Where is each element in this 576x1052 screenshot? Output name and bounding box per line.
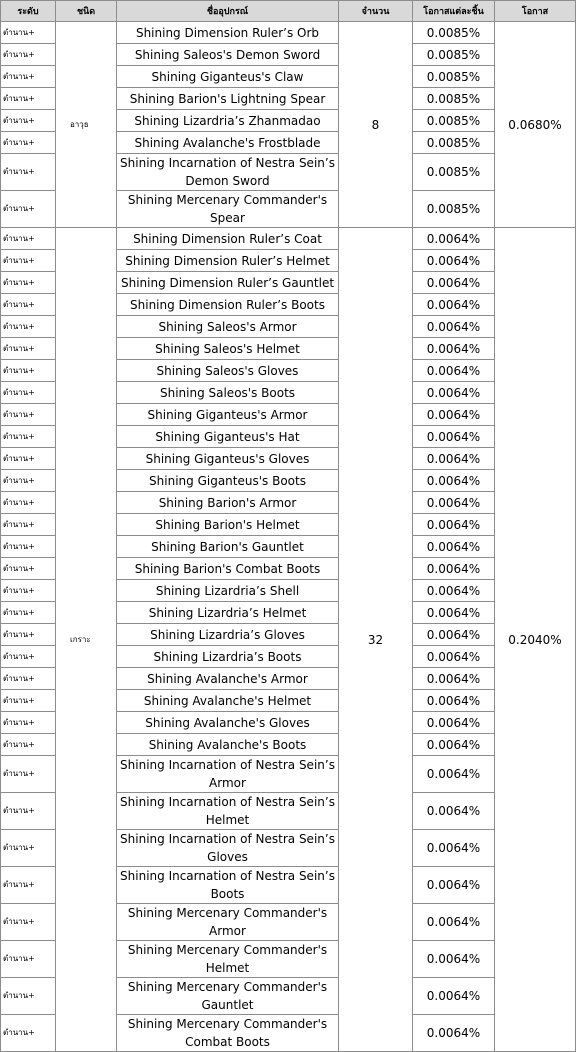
chance-each-cell: 0.0064%	[413, 978, 495, 1015]
chance-each-cell: 0.0064%	[413, 536, 495, 558]
chance-each-cell: 0.0064%	[413, 492, 495, 514]
chance-each-cell: 0.0064%	[413, 941, 495, 978]
tier-cell: ตำนาน+	[1, 382, 56, 404]
item-name-cell: Shining Mercenary Commander's Combat Boots	[117, 1015, 339, 1052]
chance-each-cell: 0.0064%	[413, 712, 495, 734]
item-name-cell: Shining Barion's Helmet	[117, 514, 339, 536]
item-name-cell: Shining Lizardria’s Zhanmadao	[117, 110, 339, 132]
tier-cell: ตำนาน+	[1, 360, 56, 382]
table-row	[1, 228, 576, 250]
item-name-cell: Shining Avalanche's Helmet	[117, 690, 339, 712]
item-name-cell: Shining Incarnation of Nestra Sein’s Boots	[117, 867, 339, 904]
item-name-cell: Shining Lizardria’s Gloves	[117, 624, 339, 646]
header-type: ชนิด	[56, 1, 117, 22]
item-name-cell: Shining Avalanche's Boots	[117, 734, 339, 756]
chance-each-cell: 0.0064%	[413, 558, 495, 580]
item-name-cell: Shining Incarnation of Nestra Sein’s Helmet	[117, 793, 339, 830]
tier-cell: ตำนาน+	[1, 22, 56, 44]
item-name-cell: Shining Dimension Ruler’s Orb	[117, 22, 339, 44]
chance-each-cell: 0.0064%	[413, 624, 495, 646]
item-name-cell: Shining Barion's Combat Boots	[117, 558, 339, 580]
item-name-cell: Shining Saleos's Armor	[117, 316, 339, 338]
header-item-name: ชื่ออุปกรณ์	[117, 1, 339, 22]
tier-cell: ตำนาน+	[1, 734, 56, 756]
header-chance-each: โอกาสแต่ละชิ้น	[413, 1, 495, 22]
table-row	[1, 22, 576, 44]
tier-cell: ตำนาน+	[1, 338, 56, 360]
item-name-cell: Shining Dimension Ruler’s Gauntlet	[117, 272, 339, 294]
chance-each-cell: 0.0064%	[413, 756, 495, 793]
chance-each-cell: 0.0064%	[413, 867, 495, 904]
chance-each-cell: 0.0064%	[413, 470, 495, 492]
item-name-cell: Shining Mercenary Commander's Armor	[117, 904, 339, 941]
chance-each-cell: 0.0085%	[413, 191, 495, 228]
item-name-cell: Shining Mercenary Commander's Gauntlet	[117, 978, 339, 1015]
tier-cell: ตำนาน+	[1, 978, 56, 1015]
chance-each-cell: 0.0064%	[413, 272, 495, 294]
chance-each-cell: 0.0064%	[413, 514, 495, 536]
chance-each-cell: 0.0085%	[413, 154, 495, 191]
item-name-cell: Shining Saleos's Helmet	[117, 338, 339, 360]
chance-each-cell: 0.0064%	[413, 250, 495, 272]
tier-cell: ตำนาน+	[1, 404, 56, 426]
tier-cell: ตำนาน+	[1, 558, 56, 580]
item-name-cell: Shining Giganteus's Hat	[117, 426, 339, 448]
type-cell: อาวุธ	[56, 22, 117, 228]
item-name-cell: Shining Giganteus's Gloves	[117, 448, 339, 470]
chance-each-cell: 0.0064%	[413, 294, 495, 316]
tier-cell: ตำนาน+	[1, 1015, 56, 1052]
header-tier: ระดับ	[1, 1, 56, 22]
tier-cell: ตำนาน+	[1, 154, 56, 191]
chance-each-cell: 0.0085%	[413, 44, 495, 66]
chance-each-cell: 0.0064%	[413, 668, 495, 690]
chance-each-cell: 0.0064%	[413, 580, 495, 602]
type-cell: เกราะ	[56, 228, 117, 1052]
item-name-cell: Shining Saleos's Gloves	[117, 360, 339, 382]
tier-cell: ตำนาน+	[1, 668, 56, 690]
tier-cell: ตำนาน+	[1, 712, 56, 734]
chance-each-cell: 0.0085%	[413, 110, 495, 132]
tier-cell: ตำนาน+	[1, 536, 56, 558]
tier-cell: ตำนาน+	[1, 448, 56, 470]
tier-cell: ตำนาน+	[1, 867, 56, 904]
item-name-cell: Shining Lizardria’s Shell	[117, 580, 339, 602]
tier-cell: ตำนาน+	[1, 514, 56, 536]
tier-cell: ตำนาน+	[1, 904, 56, 941]
item-name-cell: Shining Dimension Ruler’s Boots	[117, 294, 339, 316]
item-name-cell: Shining Incarnation of Nestra Sein’s Armor	[117, 756, 339, 793]
tier-cell: ตำนาน+	[1, 646, 56, 668]
total-chance-cell: 0.0680%	[495, 22, 576, 228]
chance-each-cell: 0.0064%	[413, 448, 495, 470]
tier-cell: ตำนาน+	[1, 110, 56, 132]
item-name-cell: Shining Avalanche's Gloves	[117, 712, 339, 734]
item-name-cell: Shining Avalanche's Frostblade	[117, 132, 339, 154]
tier-cell: ตำนาน+	[1, 602, 56, 624]
tier-cell: ตำนาน+	[1, 426, 56, 448]
header-chance: โอกาส	[495, 1, 576, 22]
count-cell: 8	[339, 22, 413, 228]
item-name-cell: Shining Lizardria’s Helmet	[117, 602, 339, 624]
item-name-cell: Shining Dimension Ruler’s Helmet	[117, 250, 339, 272]
count-cell: 32	[339, 228, 413, 1052]
chance-each-cell: 0.0064%	[413, 228, 495, 250]
item-name-cell: Shining Barion's Gauntlet	[117, 536, 339, 558]
item-name-cell: Shining Giganteus's Armor	[117, 404, 339, 426]
tier-cell: ตำนาน+	[1, 470, 56, 492]
tier-cell: ตำนาน+	[1, 690, 56, 712]
tier-cell: ตำนาน+	[1, 756, 56, 793]
item-name-cell: Shining Saleos's Boots	[117, 382, 339, 404]
tier-cell: ตำนาน+	[1, 294, 56, 316]
item-name-cell: Shining Avalanche's Armor	[117, 668, 339, 690]
chance-each-cell: 0.0064%	[413, 830, 495, 867]
chance-each-cell: 0.0085%	[413, 66, 495, 88]
item-name-cell: Shining Giganteus's Claw	[117, 66, 339, 88]
item-name-cell: Shining Mercenary Commander's Spear	[117, 191, 339, 228]
header-row	[1, 1, 576, 22]
header-count: จำนวน	[339, 1, 413, 22]
chance-each-cell: 0.0064%	[413, 734, 495, 756]
item-name-cell: Shining Incarnation of Nestra Sein’s Gloves	[117, 830, 339, 867]
chance-each-cell: 0.0064%	[413, 404, 495, 426]
total-chance-cell: 0.2040%	[495, 228, 576, 1052]
item-name-cell: Shining Barion's Lightning Spear	[117, 88, 339, 110]
item-name-cell: Shining Barion's Armor	[117, 492, 339, 514]
tier-cell: ตำนาน+	[1, 132, 56, 154]
tier-cell: ตำนาน+	[1, 272, 56, 294]
tier-cell: ตำนาน+	[1, 793, 56, 830]
chance-each-cell: 0.0064%	[413, 1015, 495, 1052]
tier-cell: ตำนาน+	[1, 66, 56, 88]
tier-cell: ตำนาน+	[1, 316, 56, 338]
tier-cell: ตำนาน+	[1, 228, 56, 250]
tier-cell: ตำนาน+	[1, 580, 56, 602]
chance-each-cell: 0.0064%	[413, 690, 495, 712]
tier-cell: ตำนาน+	[1, 492, 56, 514]
chance-each-cell: 0.0085%	[413, 88, 495, 110]
item-name-cell: Shining Incarnation of Nestra Sein’s Demon Sword	[117, 154, 339, 191]
chance-each-cell: 0.0064%	[413, 793, 495, 830]
chance-each-cell: 0.0064%	[413, 382, 495, 404]
chance-each-cell: 0.0064%	[413, 602, 495, 624]
tier-cell: ตำนาน+	[1, 830, 56, 867]
chance-each-cell: 0.0064%	[413, 426, 495, 448]
tier-cell: ตำนาน+	[1, 941, 56, 978]
item-name-cell: Shining Dimension Ruler’s Coat	[117, 228, 339, 250]
tier-cell: ตำนาน+	[1, 44, 56, 66]
item-name-cell: Shining Giganteus's Boots	[117, 470, 339, 492]
tier-cell: ตำนาน+	[1, 250, 56, 272]
chance-each-cell: 0.0085%	[413, 132, 495, 154]
chance-each-cell: 0.0085%	[413, 22, 495, 44]
item-name-cell: Shining Mercenary Commander's Helmet	[117, 941, 339, 978]
chance-each-cell: 0.0064%	[413, 316, 495, 338]
chance-each-cell: 0.0064%	[413, 338, 495, 360]
tier-cell: ตำนาน+	[1, 88, 56, 110]
table-body	[1, 22, 576, 1052]
chance-each-cell: 0.0064%	[413, 360, 495, 382]
tier-cell: ตำนาน+	[1, 191, 56, 228]
chance-each-cell: 0.0064%	[413, 904, 495, 941]
chance-each-cell: 0.0064%	[413, 646, 495, 668]
item-name-cell: Shining Saleos's Demon Sword	[117, 44, 339, 66]
item-name-cell: Shining Lizardria’s Boots	[117, 646, 339, 668]
tier-cell: ตำนาน+	[1, 624, 56, 646]
